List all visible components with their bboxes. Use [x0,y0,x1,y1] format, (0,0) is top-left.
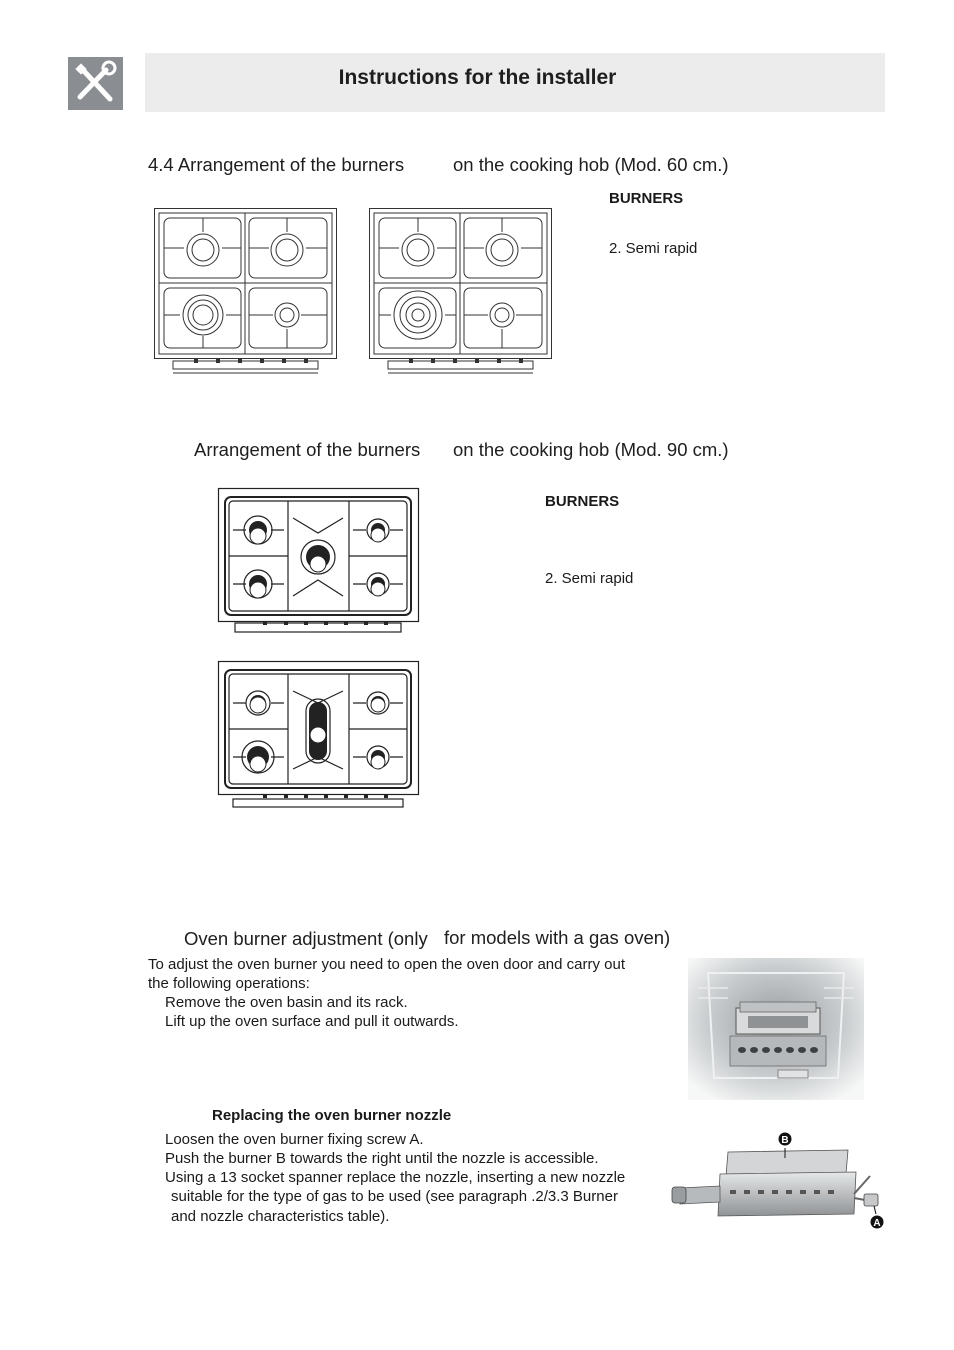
oven-step-1: Remove the oven basin and its rack. [165,994,408,1011]
nozzle-step-3: Using a 13 socket spanner replace the nozzle, inserting a new nozzle [165,1169,626,1186]
callout-b-label: B [781,1135,789,1146]
page-title: Instructions for the installer [338,66,617,89]
section-90-heading-right: on the cooking hob (Mod. 90 cm.) [453,439,729,460]
hob-60-diagram-b [369,208,553,378]
oven-burner-photo [670,1130,890,1234]
oven-heading-right: for models with a gas oven) [444,927,671,948]
burners-legend-item-60: 2. Semi rapid [609,240,698,257]
oven-interior-photo [688,958,864,1100]
nozzle-step-3-end: and nozzle characteristics table). [171,1208,390,1225]
burners-legend-title-60: BURNERS [609,190,684,207]
oven-text-line-2: the following operations: [148,975,310,992]
oven-heading-left: Oven burner adjustment (only [184,928,428,949]
hob-60-diagram-a [154,208,338,378]
nozzle-section-title: Replacing the oven burner nozzle [212,1107,452,1124]
tools-icon [68,57,123,110]
section-60-heading-right: on the cooking hob (Mod. 60 cm.) [453,154,729,175]
nozzle-step-1: Loosen the oven burner fixing screw A. [165,1131,424,1148]
section-60-heading-left: 4.4 Arrangement of the burners [148,154,405,175]
hob-90-diagram-b [218,661,420,809]
burners-legend-item-90: 2. Semi rapid [545,570,634,587]
oven-step-2: Lift up the oven surface and pull it outwards. [165,1013,459,1030]
burners-legend-title-90: BURNERS [545,493,620,510]
nozzle-step-3-cont: suitable for the type of gas to be used (see paragraph .2/3.3 Burner [171,1188,618,1205]
nozzle-step-2: Push the burner B towards the right until the nozzle is accessible. [165,1150,599,1167]
oven-text-line-1: To adjust the oven burner you need to open the oven door and carry out [148,956,625,973]
hob-90-diagram-a [218,488,420,636]
callout-a-label: A [873,1218,881,1229]
section-90-heading-left: Arrangement of the burners [194,439,421,460]
